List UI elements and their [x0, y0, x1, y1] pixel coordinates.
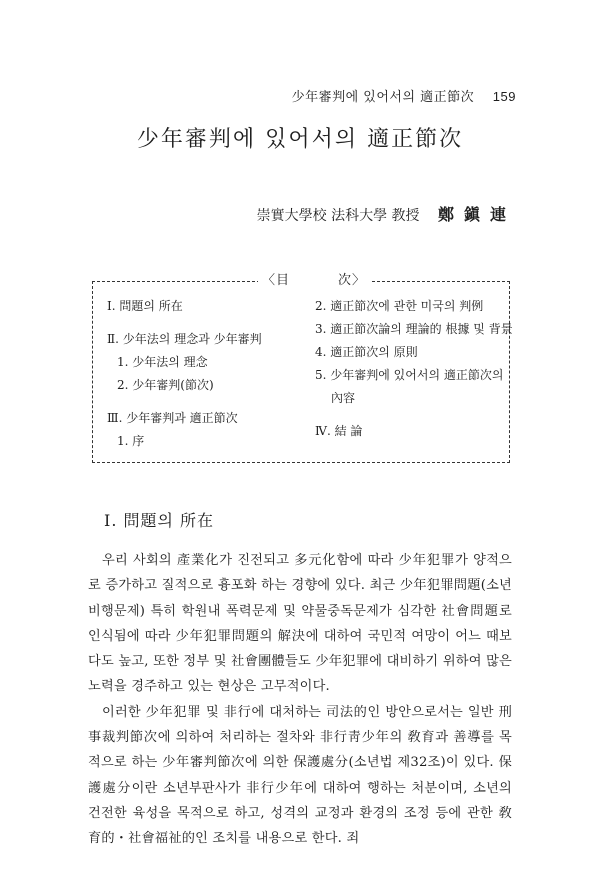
- table-of-contents: [92, 281, 513, 463]
- running-title: 少年審判에 있어서의 適正節次: [291, 90, 475, 105]
- toc-entry: 2. 適正節次에 관한 미국의 判例: [315, 299, 484, 313]
- toc-entry: 5. 少年審判에 있어서의 適正節次의: [315, 368, 504, 382]
- author-name: 鄭鎭連: [437, 205, 516, 224]
- author-affiliation: 崇實大學校 法科大學 教授: [256, 208, 420, 224]
- byline: [257, 202, 516, 225]
- section-heading: Ⅰ. 問題의 所在: [104, 511, 215, 530]
- paragraph: 이러한 少年犯罪 및 非行에 대처하는 司法的인 방안으로서는 일반 刑事裁判節次에 의하여 처리하는 절차와 非行靑少年의 敎育과 善導를 목적으로 하는 少年審判節次에 의한 保護處分(소년법 제32조)이 있다. 保護處分이란 소년부판사가 非行少年에 대하여 행하는 처분이며, 소년의 건전한 육성을 목적으로 하고, 성격의 교정과 환경의 조정 등에 관한 敎育的・社會福祉的인 조치를 내용으로 한다. 죄: [88, 704, 512, 847]
- toc-entry: 4. 適正節次의 原則: [315, 345, 418, 359]
- toc-entry: Ⅲ. 少年審判과 適正節次: [107, 411, 238, 425]
- page-number: 159: [492, 89, 516, 104]
- toc-heading: [258, 269, 370, 288]
- body-text: [88, 548, 512, 852]
- toc-heading-right: 次〉: [338, 273, 367, 288]
- toc-entry: Ⅳ. 結 論: [315, 424, 363, 438]
- toc-right-column: [315, 295, 513, 443]
- toc-entry: 內容: [331, 391, 356, 405]
- toc-entry: 1. 少年法의 理念: [117, 355, 208, 369]
- article-title: 少年審判에 있어서의 適正節次: [136, 127, 464, 152]
- toc-entry: 3. 適正節次論의 理論的 根據 및 背景: [315, 322, 513, 336]
- toc-entry: 1. 序: [117, 434, 145, 448]
- toc-left-column: [107, 295, 262, 453]
- toc-entry: Ⅰ. 問題의 所在: [107, 299, 183, 313]
- toc-heading-left: 〈目: [262, 273, 291, 288]
- paragraph: 우리 사회의 產業化가 진전되고 多元化함에 따라 少年犯罪가 양적으로 증가하고 질적으로 흉포화 하는 경향에 있다. 최근 少年犯罪問題(소년비행문제) 특히 학원내 폭력문제 및 약물중독문제가 심각한 社會問題로 인식됨에 따라 少年犯罪問題의 解決에 대하여 국민적 여망이 어느 때보다도 높고, 또한 정부 및 社會團體들도 少年犯罪에 대비하기 위하여 많은 노력을 경주하고 있는 현상은 고무적이다.: [88, 553, 512, 695]
- toc-entry: Ⅱ. 少年法의 理念과 少年審判: [107, 332, 262, 346]
- running-header: [292, 86, 516, 105]
- toc-entry: 2. 少年審判(節次): [117, 378, 214, 392]
